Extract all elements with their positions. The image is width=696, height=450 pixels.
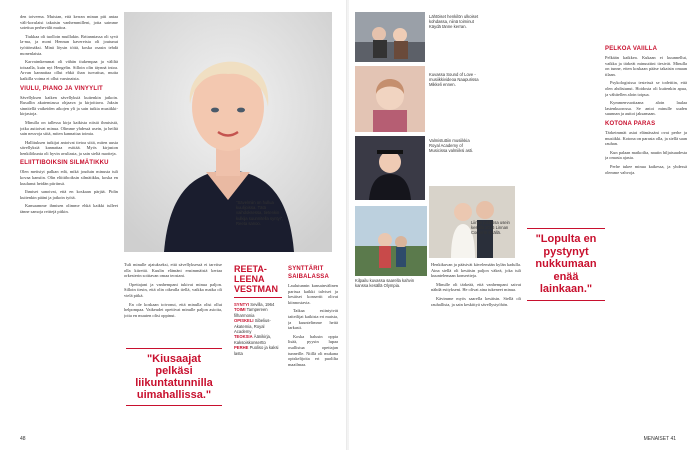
- right-column-right: [605, 42, 687, 432]
- paragraph: Olen meitsiyt palkan edä, mikä jouduin minusta tuli kovaa kansiin. Olin eliittiboiksin silmätikku, koska en kuulunut heidän piiriinsä.: [20, 169, 118, 186]
- pull-quote-right: [527, 228, 605, 301]
- subheading: VIULU, PIANO JA VINYYLIT: [20, 85, 103, 92]
- fact-box: [234, 264, 282, 356]
- photo-caption-3: Valmistuttiin musiikkia Royal Academy of Musicissa valmiiksi asti.: [429, 138, 474, 154]
- fact-row: SYNTYI Sevilla, 1964: [234, 302, 275, 307]
- paragraph: Karvaimkemmat oli vähän tiukempaa ja väliltä toisaalla, kuin nyt Hengelin. Silloin olin täynnä intoa. Arvan kannattaa ollut ehkä ihan turvattua, mutta kaikilla voima ei ollut varsinaista.: [20, 59, 118, 81]
- byline-name: [234, 264, 282, 298]
- caption-text: "Sävelmiin on hullua kuulijoissa. Tätä vaihdoksessa, tietenkin kulkija suunnitella syntyi", Reeta sanoo.: [236, 200, 284, 226]
- paragraph: Tärkeimmät asiat elämässäni ovat perhe ja musiikki. Kotona on parasta olla, ja siellä saan rauhan.: [605, 129, 687, 147]
- paragraph: den toiveena. Muistan, että kerran minun piti antaa väli-korulaisi takaisin vanhemmilleni, jotta saimme sotettua perhevälit maitoa.: [20, 14, 118, 31]
- fact-row: PERHE Puoliso ja kaksi lasta: [234, 345, 279, 356]
- paragraph: Koska halusin oppia lisää, pyysin lupaa osallistua opettajan tunneille. Niillä oli mukana opiskelijoita eri puolilta maailmaa.: [288, 333, 338, 367]
- paragraph: Pelkään kaikkea. Kukaan ei kuunnellut, vaikka ja tärkeät minuuttini tiesivät. Minulla on tunne, etten koskaan pääse takaisin omaan tilaan.: [605, 55, 687, 77]
- photo-island: [355, 206, 427, 276]
- fact-row: TOIMI Tampereen filharmonia: [234, 307, 268, 318]
- photo-caption-2: Kuvassa Sound of Love -musiikkivideoa Naapurissa Mikkeli ennen.: [429, 72, 479, 88]
- paragraph: Hallituksen tutkijat antoivat tietoa siitä, miten uusia sävellyksiä kannattaa esittää. Myös kirjaston henkilökunta oli hyvin avuliasta, ja sain sieltä nuotteja.: [20, 139, 118, 156]
- paragraph: Kun palaan matkoilta, nautin hiljaisuudesta ja omasta ajasta.: [605, 149, 687, 161]
- photo-caption-5: Kilpailu kuvassa saarella kahvin kanssa kesällä Olympia.: [355, 278, 415, 289]
- paragraph: En ole koskaan toivonut, että minulla olisi ollut helpompaa. Vaikeudet opettivat minulle paljon asioita, joita en muuten olisi oppinut.: [124, 301, 222, 318]
- paragraph: Opettajani ja vanhempani tukivat minua paljon. Silloin tiesin, että olin oikealla tiellä, vaikka matka oli vielä pitkä.: [124, 281, 222, 298]
- left-column-1: [20, 14, 118, 434]
- paragraph: Tuli minulle ajatukseksi, että sävellyksessä ei tarvitse olla kiirettä. Kuulin elämäni ensimmäistä kertaa orkesterin soittavan omaa teostani.: [124, 262, 222, 279]
- photo-caption-1: Lähtöiset henkilön ulkoiset kohdassa, niinä toiminut Käydä tänne kerran.: [429, 14, 479, 30]
- subheading: SYNTTÄRIT SAIBALASSA: [288, 266, 330, 280]
- paragraph: Psykologisissa testeissä se todettiin, että olen ahdistunut. Hoidosta oli kuitenkin apua, ja vähitellen aloin toipua.: [605, 80, 687, 97]
- portrait-photo: [124, 12, 332, 252]
- pull-quote-left: [126, 348, 222, 406]
- paragraph: Henkikuvan ja pääsivät kävelemään kylän kadulla. Aina siellä oli kesäisin paljon väkeä, joka tuli kuuntelemaan konsertteja.: [431, 262, 521, 279]
- fact-row: TEOKSIA Äänikirja, Kaksoiskonsertto: [234, 334, 272, 345]
- byline-first: REETA-LEENA: [234, 264, 267, 284]
- subheading: PELKOA VAIILLA: [605, 46, 658, 52]
- left-column-3: [288, 262, 338, 434]
- paragraph: Tiukkaa oli tuolloin muillakin. Britanniassa oli syvä la-ma, ja moni Hennun kavereista oli joutunut työttömäksi. Minä löysin töitä, koska osasin tehdä monenlaista.: [20, 33, 118, 56]
- pull-quote-text: "Kiusaajat pelkäsi liikuntatunnilla uimahallissa.": [135, 353, 213, 401]
- right-page: [349, 0, 696, 450]
- portrait-caption: [236, 200, 290, 226]
- photo-caption-4: Liinan juhlassa usein kesällä 2016 Linnan Cornerin sisällä.: [471, 220, 510, 236]
- page-number-right: 41: [670, 436, 676, 442]
- paragraph: Ihmiset sanoivat, että en koskaan pärjää. Pidin kuitenkin pääni ja jatkoin työtä.: [20, 189, 118, 200]
- paragraph: Kansaamme ihmisen olimme ehkä kaikki tulleet tänne samoja reittejä pitkin.: [20, 203, 118, 215]
- photo-top: [355, 12, 425, 62]
- right-column-mid: [431, 262, 521, 434]
- subheading: KOTONA PARAS: [605, 120, 656, 127]
- photo-cover: [355, 66, 425, 132]
- paragraph: Perhe tukee minua kaikessa, ja yhdessä olemme vahvoja.: [605, 163, 687, 175]
- pull-quote-text: "Lopulta en pystynyt nukkumaan enää lainkaan.": [535, 233, 597, 295]
- paragraph: Kymmenvuotiaana aloin laulaa lastenkuorossa. Se antoi minulle uuden suunnan ja auttoi jaksamaan.: [605, 100, 687, 117]
- masthead: MENAISET: [643, 436, 670, 442]
- byline-last: VESTMAN: [234, 284, 279, 294]
- portrait-illustration: [124, 12, 332, 252]
- paragraph: Taikaa esiintyivät taiteilijat kaikista eri maista, ja kuuntelimme heitä tarkasti.: [288, 308, 338, 331]
- fact-row: OPISKELI Sibelius-Akatemia, Royal Academy: [234, 318, 271, 335]
- paragraph: Minulle oli tärkeää, että vanhempani saivat nähdä esitykseni. He olivat aina tukeneet minua.: [431, 281, 521, 293]
- masthead-footer: [644, 436, 676, 442]
- photo-graduation: [355, 136, 425, 200]
- paragraph: Laulutunnin kansainvälinen parissa kaikki talviset ja kesäiset konsertit olivat kiinnostavia.: [288, 283, 338, 305]
- page-number-left: 48: [20, 436, 26, 442]
- subheading: ELIITTIBOIKSIN SILMÄTIKKU: [20, 160, 109, 167]
- paragraph: Minulla on tallessa kirja kaikista niistä ihmisistä, jotka auttoivat minua. Olimme yhdessä usein, ja heiltä sain neuvoja siitä, miten kannattaa toimia.: [20, 119, 118, 137]
- left-page: [0, 0, 347, 450]
- paragraph: Sävellyksen kaiken sävellyksiä kuitenkin jatkoin. Rusallin akatemiassa ohjaava ja kirjoittava. Jaksin sinnitellä vaikeiden aikojen yli ja sain tutkia musiikki-kirjastoja.: [20, 94, 118, 117]
- paragraph: Kävimme myös saarella kesäisin. Siellä oli rauhallista, ja sain keskittyä sävellystyöhön.: [431, 295, 521, 307]
